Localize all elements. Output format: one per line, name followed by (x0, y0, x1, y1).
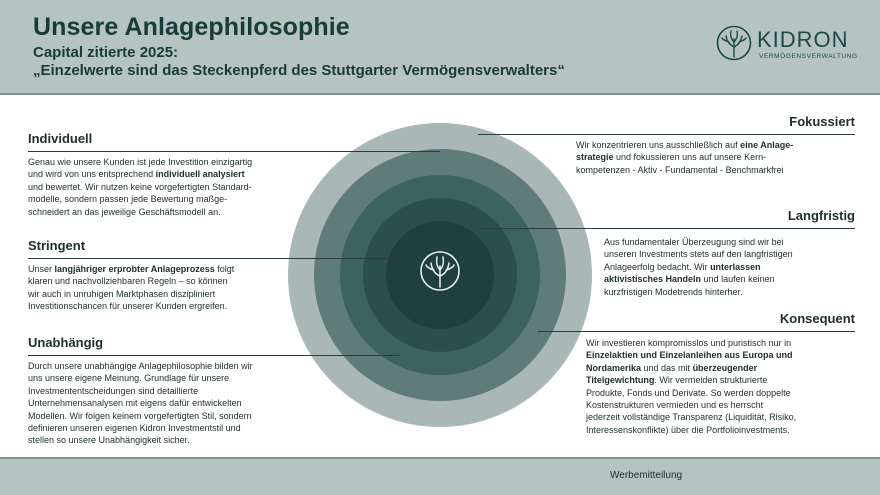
section-title-stringent: Stringent (28, 238, 86, 253)
footer-bar (0, 459, 880, 495)
text-line: strategie und fokussieren uns auf unsere Kern- (576, 152, 767, 163)
emphasis: langjähriger erprobter Anlageprozess (54, 264, 215, 274)
leader-line-stringent (28, 258, 400, 259)
text-line: definieren unseren eigenen Kidron Investmentstil und (28, 423, 241, 434)
text-line: Interessenskonflikte) über die Portfolioinvestments. (586, 424, 790, 435)
section-title-unabhaengig: Unabhängig (28, 335, 104, 350)
header-divider (0, 93, 880, 95)
text-line: Wir konzentrieren uns ausschließlich auf eine Anlage- (576, 140, 794, 150)
text-line: Unser langjähriger erprobter Anlageprozess folgt (28, 264, 235, 274)
text-line: Nordamerika und das mit überzeugender (586, 362, 758, 373)
section-text-langfristig (604, 236, 864, 298)
text-line: jederzeit vollständige Transparenz (Liquidität, Risiko, (586, 412, 797, 423)
emphasis: individuell analysiert (155, 169, 245, 180)
text-line: wir auch in unruhigen Marktphasen diszipliniert (28, 288, 216, 299)
text-line: aktivistisches Handeln und laufen keinen (604, 274, 775, 285)
concentric-circles (288, 123, 592, 427)
section-title-fokussiert: Fokussiert (789, 114, 855, 129)
emphasis: unterlassen (710, 261, 761, 272)
leader-line-fokussiert (478, 134, 855, 135)
text-line: unseren Investments stets auf den langfristigen (604, 249, 793, 260)
text-line: Durch unsere unabhängige Anlagephilosophie bilden wir (28, 361, 253, 371)
text-line: Aus fundamentaler Überzeugung sind wir bei (604, 237, 784, 247)
section-title-langfristig: Langfristig (787, 208, 855, 223)
text-line: Unternehmensanalysen mit eigens dafür entwickelten (28, 398, 242, 409)
footer-label: Werbemitteilung (610, 470, 683, 481)
section-text-konsequent (586, 337, 866, 436)
text-line: und bewertet. Wir nutzen keine vorgefertigten Standard- (28, 181, 252, 192)
section-title-konsequent: Konsequent (779, 311, 855, 326)
text-line: Investitionschancen für unserer Kunden ergreifen. (28, 301, 228, 312)
text-line: und wird von uns entsprechend individuell analysiert (28, 169, 245, 180)
section-title-individuell: Individuell (28, 131, 93, 146)
text-line: kompetenzen - Aktiv - Fundamental - Benchmarkfrei (576, 164, 784, 175)
emphasis: aktivistisches Handeln (604, 274, 702, 285)
text-line: Investmententscheidungen sind detaillierte (28, 385, 199, 396)
text-line: Kostenstrukturen vermieden und es herrscht (586, 400, 764, 411)
text-line: modelle, sondern passen jede Bewertung maßge- (28, 194, 228, 205)
text-line (586, 349, 866, 361)
subtitle-line-2: „Einzelwerte sind das Steckenpferd des Stuttgarter Vermögensverwalters“ (33, 62, 565, 79)
section-text-fokussiert (576, 139, 861, 176)
emphasis: eine Anlage- (740, 140, 794, 150)
emphasis: Einzelaktien und Einzelanleihen aus Europa und (586, 350, 793, 361)
text-line: stellen so unsere Unabhängigkeit sicher. (28, 435, 190, 446)
text-line: uns unsere eigene Meinung. Grundlage für unsere (28, 373, 230, 384)
section-text-unabhaengig (28, 360, 328, 447)
text-line: kurzfristigen Modetrends hinterher. (604, 286, 743, 297)
text-line: Genau wie unsere Kunden ist jede Investition einzigartig (28, 157, 253, 167)
page-subtitle (33, 44, 565, 80)
section-text-individuell (28, 156, 328, 218)
text-line: Anlageerfolg bedacht. Wir unterlassen (604, 261, 761, 272)
subtitle-line-1: Capital zitierte 2025: (33, 44, 179, 61)
text-line: schneidert an das jeweilige Geschäftsmodell an. (28, 206, 221, 217)
logo-wordmark: KIDRON (757, 27, 849, 52)
emphasis: überzeugender (692, 362, 758, 373)
text-line: Produkte, Fonds und Derivate. So werden doppelte (586, 387, 791, 398)
page-title: Unsere Anlagephilosophie (33, 13, 350, 41)
emphasis: strategie (576, 152, 614, 163)
leader-line-konsequent (538, 331, 855, 332)
emphasis: Titelgewichtung (586, 375, 655, 386)
leader-line-individuell (28, 151, 440, 152)
section-text-stringent (28, 263, 328, 313)
leader-line-langfristig (480, 228, 855, 229)
logo-tagline: VERMÖGENSVERWALTUNG (759, 53, 858, 60)
text-line: Wir investieren kompromisslos und puristisch nur in (586, 338, 792, 348)
emphasis: Nordamerika (586, 362, 642, 373)
text-line: klaren und nachvollziehbaren Regeln – so können (28, 276, 228, 287)
leader-line-unabhaengig (28, 355, 400, 356)
text-line: Titelgewichtung. Wir vermeiden strukturierte (586, 375, 768, 386)
text-line: Modellen. Wir folgen keinem vorgefertigten Stil, sondern (28, 410, 252, 421)
tree-icon (716, 25, 752, 61)
